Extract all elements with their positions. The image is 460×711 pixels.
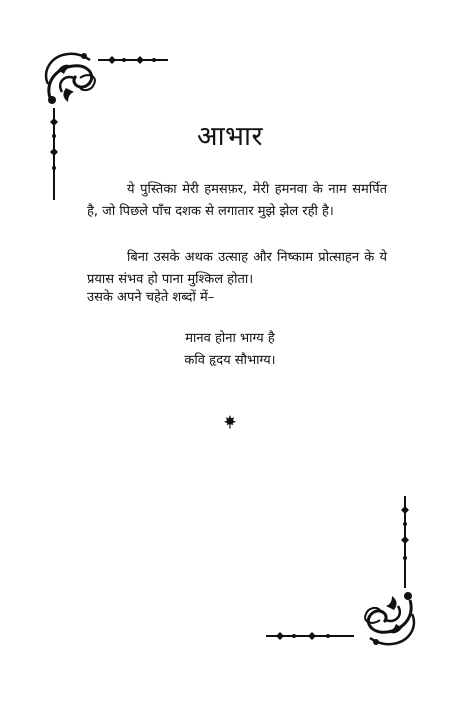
page-title: आभार	[196, 121, 264, 152]
corner-flourish-icon	[262, 492, 422, 652]
poem-line: कवि हृदय सौभाग्य।	[184, 353, 276, 368]
poem-block	[0, 328, 460, 372]
gratitude-paragraph: बिना उसके अथक उत्साह और निष्काम प्रोत्साहन के ये प्रयास संभव हो पाना मुश्किल होता।	[87, 250, 387, 287]
leaf-icon	[222, 414, 238, 430]
poem-line: मानव होना भाग्य है	[185, 331, 275, 346]
intro-line: उसके अपने चहेते शब्दों में–	[87, 290, 215, 305]
dedication-paragraph: ये पुस्तिका मेरी हमसफ़र, मेरी हमनवा के नाम समर्पित है, जो पिछले पाँच दशक से लगातार मुझे झेल रही है।	[87, 182, 387, 219]
